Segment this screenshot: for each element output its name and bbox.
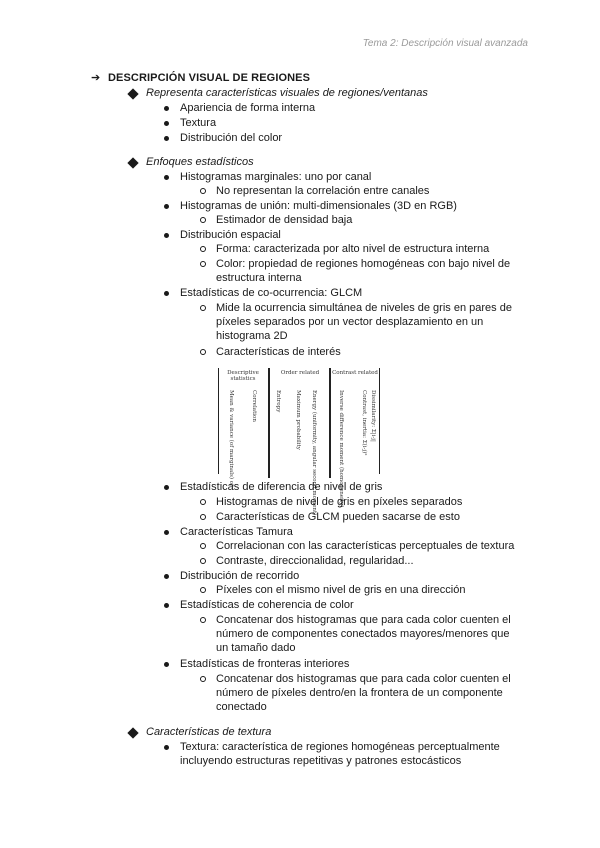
group-descriptive: Descriptive statistics bbox=[227, 370, 259, 382]
feature-energy: Energy (uniformity, angular second moment) bbox=[311, 390, 317, 516]
item-coherencia-color: Estadísticas de coherencia de color bbox=[180, 599, 354, 611]
feature-mean-variance: Mean & variance (of marginals) of bbox=[228, 390, 234, 487]
item-textura: Textura bbox=[180, 117, 217, 129]
subitem-cont: número de píxeles dentro/en la frontera de un componente bbox=[216, 687, 503, 699]
item-diferencia-gris: Estadísticas de diferencia de nivel de gris bbox=[180, 481, 383, 493]
subitem: Concatenar dos histogramas que para cada color cuenten el bbox=[216, 673, 511, 685]
diamond-bullet-icon bbox=[127, 88, 138, 99]
dot-bullet-icon bbox=[164, 603, 169, 608]
dot-bullet-icon bbox=[164, 175, 169, 180]
subitem: Mide la ocurrencia simultánea de niveles de gris en pares de bbox=[216, 302, 512, 314]
section-title: DESCRIPCIÓN VISUAL DE REGIONES bbox=[108, 72, 311, 84]
circle-bullet-icon bbox=[200, 499, 206, 505]
subitem: Concatenar dos histogramas que para cada color cuenten el bbox=[216, 614, 511, 626]
feature-inverse-difference: Inverse difference moment (homogeneity) bbox=[338, 390, 344, 508]
subitem: Características de GLCM pueden sacarse de esto bbox=[216, 511, 460, 523]
bullet-representa: Representa características visuales de regiones/ventanas bbox=[146, 87, 428, 99]
item-distribucion-color: Distribución del color bbox=[180, 132, 283, 144]
dot-bullet-icon bbox=[164, 291, 169, 296]
item-glcm: Estadísticas de co-ocurrencia: GLCM bbox=[180, 287, 363, 299]
circle-bullet-icon bbox=[200, 261, 206, 267]
bullet-caracteristicas-textura: Características de textura bbox=[146, 726, 272, 738]
subitem: Contraste, direccionalidad, regularidad... bbox=[216, 555, 414, 567]
dot-bullet-icon bbox=[164, 574, 169, 579]
dot-bullet-icon bbox=[164, 662, 169, 667]
subitem: Correlacionan con las características perceptuales de textura bbox=[216, 540, 515, 552]
item-tamura: Características Tamura bbox=[180, 526, 293, 538]
page-header: Tema 2: Descripción visual avanzada bbox=[362, 38, 528, 49]
circle-bullet-icon bbox=[200, 543, 206, 549]
diamond-bullet-icon bbox=[127, 727, 138, 738]
item-apariencia: Apariencia de forma interna bbox=[180, 102, 316, 114]
bullet-enfoques: Enfoques estadísticos bbox=[146, 156, 254, 168]
subitem-cont: un tamaño dado bbox=[216, 642, 296, 654]
subitem-cont: píxeles separados por un vector desplazamiento en un bbox=[216, 316, 484, 328]
dot-bullet-icon bbox=[164, 745, 169, 750]
subitem-cont: conectado bbox=[216, 701, 267, 713]
feature-entropy: Entropy bbox=[275, 390, 281, 413]
circle-bullet-icon bbox=[200, 305, 206, 311]
dot-bullet-icon bbox=[164, 530, 169, 535]
dot-bullet-icon bbox=[164, 121, 169, 126]
item-distribucion-espacial: Distribución espacial bbox=[180, 229, 281, 241]
dot-bullet-icon bbox=[164, 106, 169, 111]
subitem: Color: propiedad de regiones homogéneas con bajo nivel de bbox=[216, 258, 511, 270]
item-fronteras: Estadísticas de fronteras interiores bbox=[180, 658, 350, 670]
subitem-cont: estructura interna bbox=[216, 272, 302, 284]
feature-correlation: Correlation bbox=[251, 390, 257, 422]
circle-bullet-icon bbox=[200, 188, 206, 194]
subitem: Estimador de densidad baja bbox=[216, 214, 353, 226]
subitem: Características de interés bbox=[216, 346, 341, 358]
circle-bullet-icon bbox=[200, 617, 206, 623]
subitem: Histogramas de nivel de gris en píxeles separados bbox=[216, 496, 463, 508]
group-order: Order related bbox=[280, 370, 320, 376]
subitem: Píxeles con el mismo nivel de gris en una dirección bbox=[216, 584, 466, 596]
subitem: No representan la correlación entre canales bbox=[216, 185, 430, 197]
item-textura-def: Textura: característica de regiones homogéneas perceptualmente bbox=[180, 741, 500, 753]
subitem-cont: número de componentes conectados mayores/menores que bbox=[216, 628, 510, 640]
item-textura-def-cont: incluyendo estructuras repetitivas y patrones estocásticos bbox=[180, 755, 462, 767]
dot-bullet-icon bbox=[164, 485, 169, 490]
subitem-cont: histograma 2D bbox=[216, 330, 288, 342]
subitem: Forma: caracterizada por alto nivel de estructura interna bbox=[216, 243, 490, 255]
dot-bullet-icon bbox=[164, 204, 169, 209]
arrow-icon: ➔ bbox=[91, 72, 101, 84]
dot-bullet-icon bbox=[164, 233, 169, 238]
circle-bullet-icon bbox=[200, 217, 206, 223]
circle-bullet-icon bbox=[200, 676, 206, 682]
circle-bullet-icon bbox=[200, 349, 206, 355]
group-contrast: Contrast related bbox=[332, 370, 378, 376]
circle-bullet-icon bbox=[200, 558, 206, 564]
circle-bullet-icon bbox=[200, 514, 206, 520]
item-hist-union: Histogramas de unión: multi-dimensionales (3D en RGB) bbox=[180, 200, 457, 212]
dot-bullet-icon bbox=[164, 136, 169, 141]
circle-bullet-icon bbox=[200, 246, 206, 252]
item-hist-marginales: Histogramas marginales: uno por canal bbox=[180, 171, 372, 183]
item-recorrido: Distribución de recorrido bbox=[180, 570, 300, 582]
feature-max-probability: Maximum probability bbox=[295, 390, 301, 450]
feature-dissimilarity: Dissimilarity: Σ|i-j| bbox=[370, 390, 376, 442]
feature-contrast-inertia: Contrast, inertia: Σ(i-j)² bbox=[361, 390, 367, 456]
circle-bullet-icon bbox=[200, 587, 206, 593]
diamond-bullet-icon bbox=[127, 157, 138, 168]
